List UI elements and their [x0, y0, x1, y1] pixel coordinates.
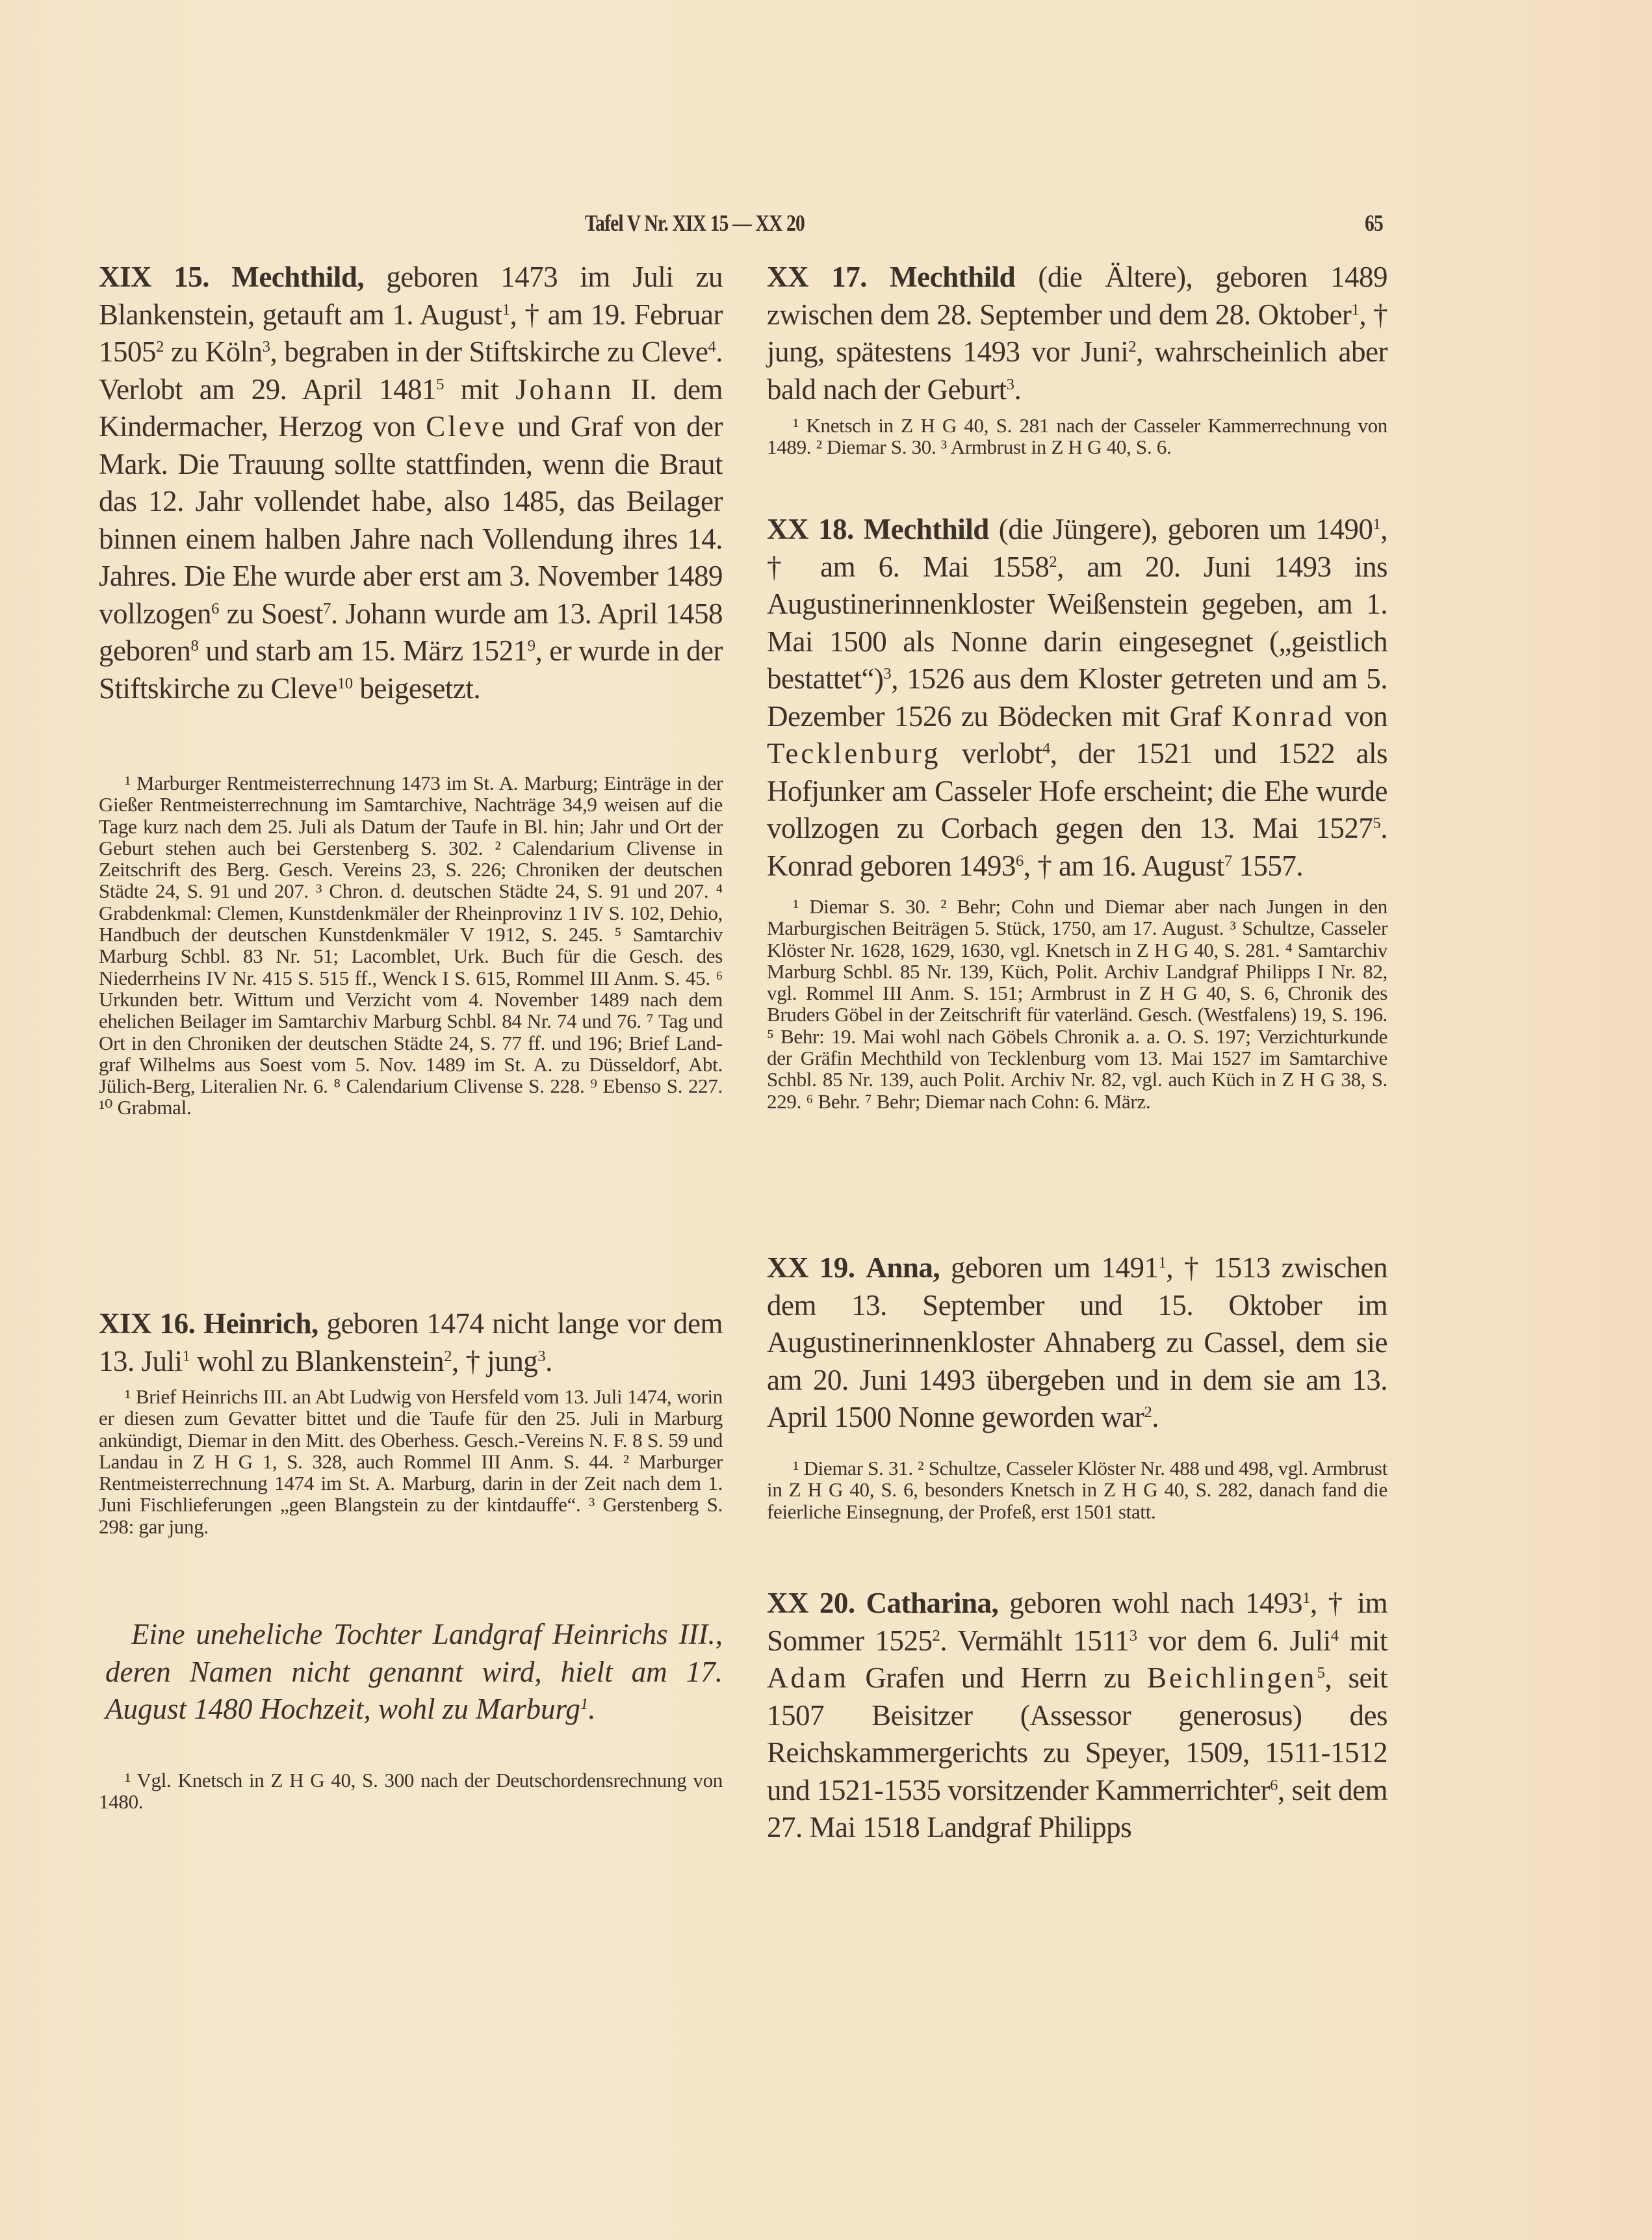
footnote-ref: 3 — [537, 1347, 546, 1365]
text: (die Ältere), geboren 1489 zwischen dem 28. September und dem 28. Oktober — [767, 261, 1388, 331]
text: . Konrad geboren 1493 — [767, 812, 1387, 882]
footnote-ref: 4 — [1330, 1626, 1339, 1645]
entry-xix15-text — [99, 259, 723, 707]
illegitimate-daughter-text — [99, 1616, 723, 1728]
entry-xx17-text — [767, 259, 1387, 408]
entry-xx19 — [767, 1249, 1387, 1437]
text: . Vermählt 1511 — [940, 1624, 1129, 1657]
text: , am 20. Juni 1493 ins Augustinerinnenkloster Weißenstein gegeben, am 1. Mai 1500 als Nonne darin eingesegnet („geistlich bestattet“) — [767, 550, 1387, 695]
person-name: Catharina, — [866, 1587, 999, 1619]
text: mit — [443, 372, 516, 406]
spaced-name: Adam — [767, 1661, 849, 1694]
text: . — [588, 1693, 596, 1725]
entry-number: XIX 15. — [99, 261, 210, 293]
text: II. dem Kindermacher, Herzog von — [99, 372, 723, 443]
text: , 1526 aus dem Kloster getreten und am 5. Dezember 1526 zu Bödecken mit Graf — [767, 662, 1387, 733]
footnote-ref: 1 — [1158, 1254, 1167, 1272]
text: geboren 1474 nicht lange vor dem 13. Juli — [99, 1307, 723, 1377]
footnotes: ¹ Diemar S. 30. ² Behr; Cohn und Diemar aber nach Jungen in den Marburgischen Beiträgen 5. Stück, 1750, am 17. August. ³ Schultze, Casseler Klöster Nr. 1628, 1629, 1630, vgl. Knetsch in Z H G 40, S. 281. ⁴ Samtarchiv Marburg Schbl. 85 Nr. 139, Küch, Polit. Archiv Landgraf Philipps I Nr. 82, vgl. Rommel III Anm. S. 151; Armbrust in Z H G 40, S. 6, Chronik des Bruders Göbel in der Zeitschrift für vaterländ. Gesch. (Westfalens) 19, S. 196. ⁵ Behr: 19. Mai wohl nach Göbels Chronik a. a. O. S. 197; Verzichturkunde der Gräfin Mechthild von Tecklenburg vom 13. Mai 1527 im Samtarchive Schbl. 85 Nr. 139, auch Polit. Archiv Nr. 82, vgl. auch Küch in Z H G 38, S. 229. ⁶ Behr. ⁷ Behr; Diemar nach Cohn: 6. März. — [767, 895, 1387, 1113]
text: geboren 1473 im Juli zu Blankenstein, getauft am 1. August — [99, 261, 723, 331]
footnote-ref: 5 — [436, 375, 444, 393]
spaced-name: Johann — [515, 372, 614, 406]
text: , † jung, spätestens 1493 vor Juni — [767, 298, 1388, 368]
text: , † am 6. Mai 1558 — [767, 513, 1388, 583]
entry-xix16-footnotes — [99, 1386, 723, 1537]
text: Eine uneheliche — [131, 1618, 334, 1650]
text: wohl zu Blankenstein — [190, 1344, 445, 1377]
footnote-ref: 2 — [1049, 553, 1057, 571]
text: Landgraf Heinrichs III., deren Namen nicht genannt wird, hielt am 17. August 1480 Hochzeit, wohl zu Marburg — [105, 1618, 723, 1725]
footnote-ref: 6 — [211, 599, 219, 618]
spaced-name: Beichlingen — [1146, 1661, 1317, 1694]
text: verlobt — [940, 737, 1042, 770]
entry-xx17-footnotes — [767, 415, 1387, 458]
text: , er wurde in der Stiftskirche zu Cleve — [99, 634, 723, 705]
entry-xix15 — [99, 259, 723, 707]
footnote-ref: 4 — [708, 338, 716, 356]
footnote-ref: 8 — [190, 637, 199, 655]
text: , seit 1507 Beisitzer (Assessor generosus) des Reichskammergerichts zu Speyer, 1509, 1511-1512 und 1521-1535 vorsitzender Kammerrichter — [767, 1661, 1387, 1806]
text: Grafen und Herrn zu — [848, 1661, 1147, 1694]
text: geboren um 1491 — [940, 1251, 1159, 1284]
footnote-ref: 1 — [1302, 1589, 1310, 1608]
footnote-ref: 9 — [527, 637, 536, 655]
spaced-name: Cleve — [426, 410, 508, 443]
footnote-ref: 6 — [1270, 1776, 1278, 1794]
footnote-ref: 3 — [1129, 1626, 1137, 1645]
footnote-ref: 2 — [1144, 1403, 1152, 1422]
text: beigesetzt. — [352, 671, 481, 705]
entry-number: XX 19. — [767, 1251, 855, 1284]
text: . — [545, 1344, 552, 1377]
spaced-name: Tecklenburg — [767, 737, 941, 770]
footnote-ref: 2 — [156, 338, 164, 356]
footnote-ref: 2 — [932, 1626, 940, 1645]
footnote-ref: 10 — [337, 674, 353, 692]
text: , seit dem 27. Mai 1518 Landgraf Philipps — [767, 1773, 1388, 1843]
entry-xx20-text — [767, 1585, 1387, 1847]
text: 1557. — [1232, 849, 1304, 882]
text: . — [1152, 1401, 1159, 1433]
person-name: Mechthild — [890, 261, 1016, 293]
text: , der 1521 und 1522 als Hofjunker am Casseler Hofe erscheint; die Ehe wurde vollzogen zu Corbach gegen den 13. Mai 1527 — [767, 737, 1387, 844]
footnote-ref: 5 — [1373, 814, 1381, 833]
footnote-ref: 1 — [502, 300, 510, 319]
text: . Johann wurde am 13. April 1458 geboren — [99, 597, 723, 667]
footnote-ref: 7 — [1224, 852, 1232, 870]
spaced-name: Konrad — [1232, 699, 1336, 733]
footnote-ref: 6 — [1015, 852, 1024, 870]
entry-number: XX 20. — [767, 1587, 855, 1619]
footnotes: ¹ Brief Heinrichs III. an Abt Ludwig von Hersfeld vom 13. Juli 1474, worin er diesen zum Gevatter bittet und die Taufe für den 25. Juli in Marburg ankündigt, Diemar in den Mitt. des Oberhess. Gesch.-Vereins N. F. 8 S. 59 und Landau in Z H G 1, S. 328, auch Rommel III Anm. S. 44. ² Marburger Rentmeisterrechnung 1474 im St. A. Marburg, darin in der Zeit nach dem 1. Juni Fischlieferungen „geen Blangstein zu der kintdauffe“. ³ Gerstenberg S. 298: gar jung. — [99, 1385, 723, 1538]
footnote-ref: 1 — [182, 1347, 190, 1365]
entry-xx17 — [767, 259, 1387, 408]
footnotes: ¹ Vgl. Knetsch in Z H G 40, S. 300 nach der Deutschordensrechnung von 1480. — [99, 1769, 723, 1814]
text: mit — [1338, 1624, 1387, 1657]
text: geboren wohl nach 1493 — [998, 1587, 1303, 1619]
entry-xx20 — [767, 1585, 1387, 1847]
footnote-ref: 1 — [1351, 300, 1360, 319]
text: (die Jüngere), geboren um 1490 — [988, 513, 1373, 545]
person-name: Mechthild, — [231, 261, 365, 293]
footnote-ref: 3 — [883, 665, 892, 683]
entry-number: XX 18. — [767, 513, 854, 545]
footnote-ref: 1 — [580, 1695, 589, 1713]
text: und Graf von der Mark. Die Trauung sollte stattfinden, wenn die Braut das 12. Jahr vollendet habe, also 1485, das Beilager binnen einem halben Jahre nach Vollendung ihres 14. Jahres. Die Ehe wurde aber erst am 3. November 1489 vollzogen — [99, 410, 723, 630]
footnote-ref: 3 — [262, 338, 270, 356]
footnotes: ¹ Knetsch in Z H G 40, S. 281 nach der Casseler Kammerrechnung von 1489. ² Diemar S. 30. ³ Armbrust in Z H G 40, S. 6. — [767, 414, 1387, 459]
footnotes: ¹ Marburger Rentmeisterrechnung 1473 im St. A. Marburg; Einträge in der Gießer Rentmeisterrechnung im Samtarchive, Nachträge 34,9 weisen auf die Tage kurz nach dem 25. Juli als Datum der Taufe in Bl. hin; Jahr und Ort der Geburt stehen auch bei Gerstenberg S. 302. ² Calendarium Clivense in Zeitschrift des Berg. Gesch. Vereins 23, S. 226; Chroniken der deutschen Städte 24, S. 91 und 207. ³ Chron. d. deutschen Städte 24, S. 91 und 207. ⁴ Grabdenkmal: Clemen, Kunstdenkmäler der Rheinprovinz 1 IV S. 102, Dehio, Handbuch der deutschen Kunstdenkmäler V 1912, S. 245. ⁵ Samtarchiv Marburg Schbl. 83 Nr. 51; Lacomblet, Urk. Buch für die Gesch. des Niederrheins IV Nr. 415 S. 515 ff., Wenck I S. 615, Rommel III Anm. S. 45. ⁶ Urkunden betr. Wittum und Verzicht vom 4. November 1489 nach dem ehelichen Beilager im Samtarchiv Marburg Schbl. 84 Nr. 74 und 76. ⁷ Tag und Ort in den Chroniken der deutschen Städte 24, S. 77 ff. und 196; Brief Landgraf Wilhelms aus Soest vom 5. Nov. 1489 im St. A. zu Düsseldorf, Abt. Jülich-Berg, Literalien Nr. 6. ⁸ Calendarium Clivense S. 228. ⁹ Ebenso S. 227. ¹⁰ Grabmal. — [99, 772, 723, 1119]
text: , wahrscheinlich aber bald nach der Geburt — [767, 335, 1387, 406]
text: . Verlobt am 29. April 1481 — [99, 335, 723, 406]
text: und starb am 15. März 1521 — [198, 634, 528, 667]
text: , † 1513 zwischen dem 13. September und 15. Oktober im Augustinerinnenkloster Ahnaberg zu Cassel, dem sie am 20. Juni 1493 übergeben und in dem sie am 13. April 1500 Nonne geworden war — [767, 1251, 1388, 1433]
person-name: Heinrich, — [203, 1307, 318, 1340]
footnote-ref: 2 — [1128, 338, 1137, 356]
footnote-ref: 7 — [323, 599, 331, 618]
text: , begraben in der Stiftskirche zu Cleve — [270, 335, 708, 368]
text: zu Köln — [163, 335, 263, 368]
footnote-ref: 2 — [444, 1347, 452, 1365]
entry-number: XIX 16. — [99, 1307, 196, 1340]
entry-xx19-text — [767, 1249, 1387, 1437]
footnote-ref: 5 — [1317, 1664, 1325, 1682]
running-title: Tafel V Nr. XIX 15 — XX 20 — [585, 210, 805, 236]
entry-xx18-footnotes — [767, 896, 1387, 1112]
entry-illegitimate-daughter — [99, 1616, 723, 1728]
entry-number: XX 17. — [767, 261, 867, 293]
page-number: 65 — [1365, 210, 1383, 236]
footnote-ref: 4 — [1042, 740, 1050, 758]
person-name: Anna, — [866, 1251, 940, 1284]
text: vor dem 6. Juli — [1137, 1624, 1331, 1657]
text: . — [1014, 372, 1022, 406]
text: , † jung — [451, 1344, 538, 1377]
text: von — [1335, 699, 1388, 733]
illegitimate-footnotes — [99, 1769, 723, 1813]
text: , † im Sommer 1525 — [767, 1587, 1387, 1657]
entry-xx18-text — [767, 511, 1387, 885]
person-name: Mechthild — [863, 513, 989, 545]
footnotes: ¹ Diemar S. 31. ² Schultze, Casseler Klöster Nr. 488 und 498, vgl. Armbrust in Z H G 40, S. 6, besonders Knetsch in Z H G 40, S. 282, danach fand die feierliche Einsegnung, der Profeß, erst 1501 statt. — [767, 1457, 1387, 1523]
text: zu Soest — [218, 597, 324, 630]
footnote-ref: 1 — [1373, 515, 1381, 534]
entry-xx19-footnotes — [767, 1457, 1387, 1522]
spaced-word: Tochter — [333, 1618, 422, 1650]
entry-xix16 — [99, 1305, 723, 1380]
text: , † am 16. August — [1023, 849, 1224, 882]
text: , † am 19. Februar 1505 — [99, 298, 723, 368]
entry-xix16-text — [99, 1305, 723, 1380]
entry-xx18 — [767, 511, 1387, 885]
footnote-ref: 3 — [1006, 375, 1014, 393]
entry-xix15-footnotes — [99, 772, 723, 1119]
